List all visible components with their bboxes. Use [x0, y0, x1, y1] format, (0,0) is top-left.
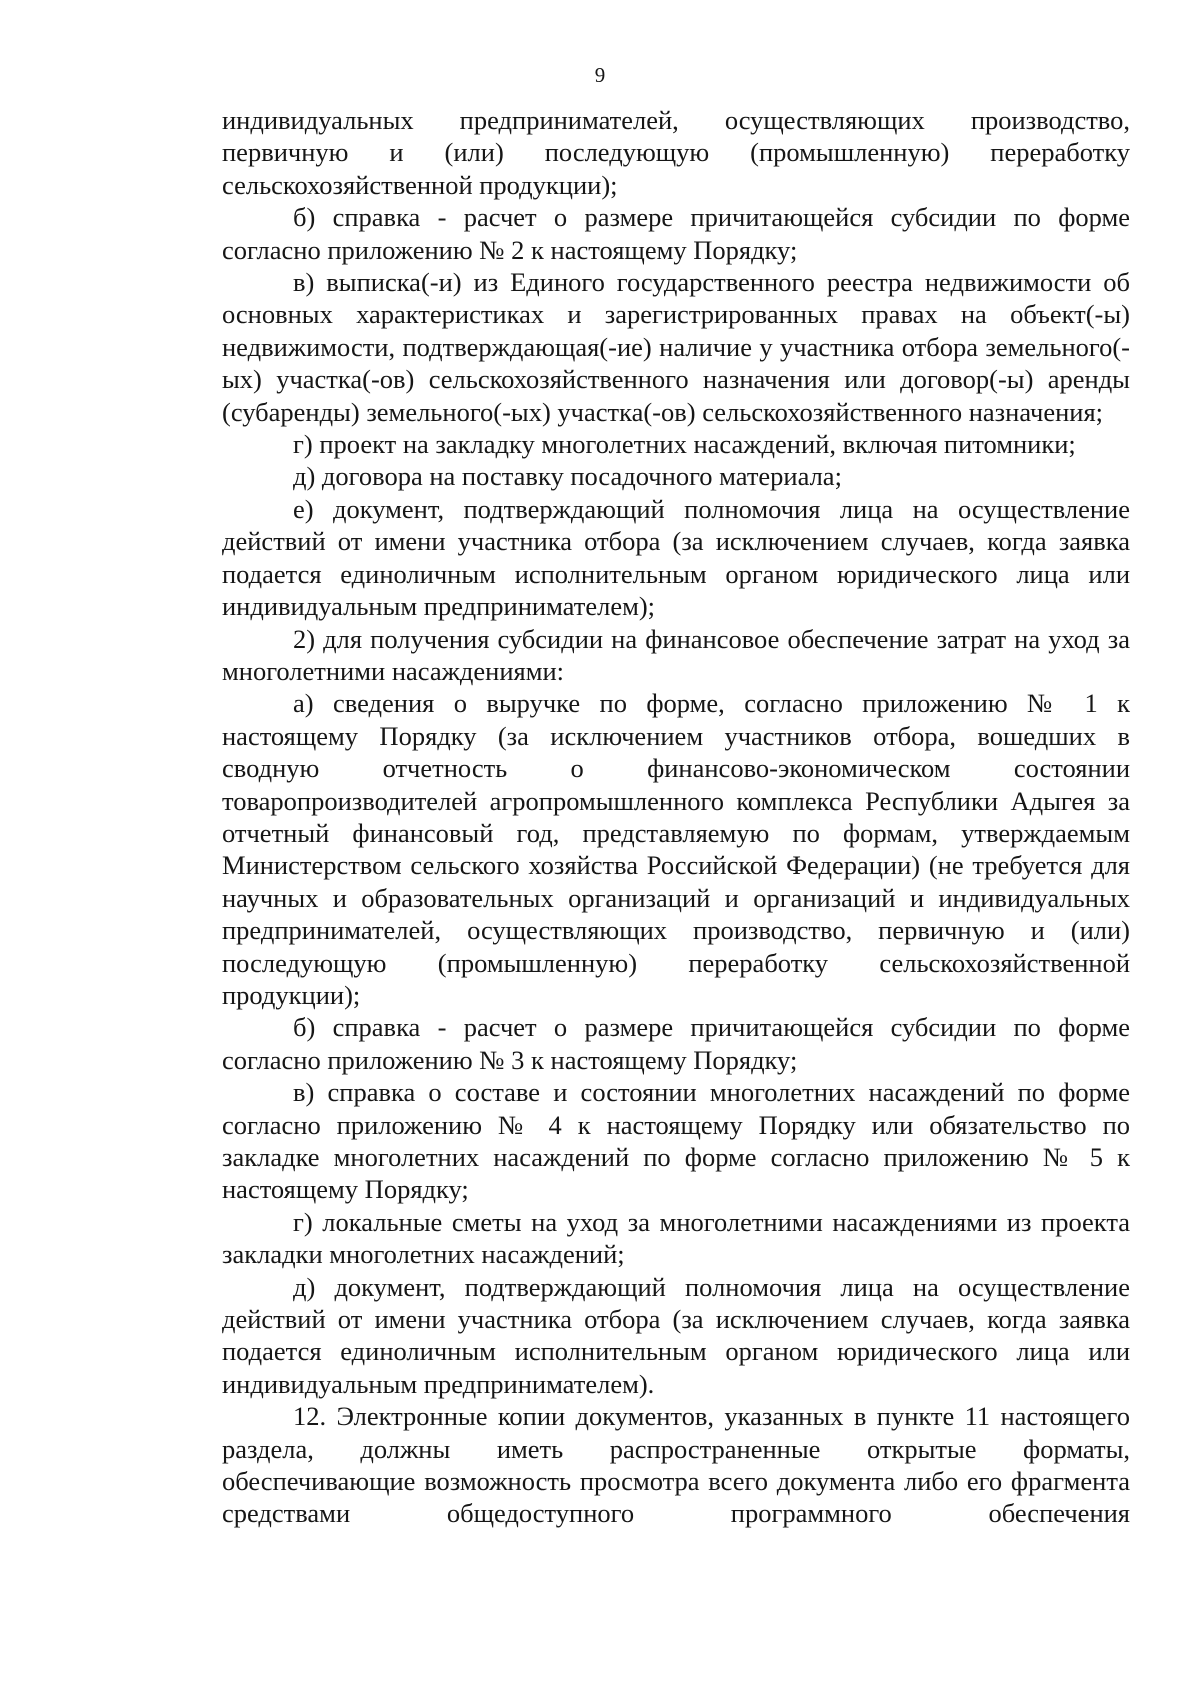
paragraph-section-12: 12. Электронные копии документов, указанных в пункте 11 настоящего раздела, должны иметь распространенные открытые форматы, обеспечивающие возможность просмотра всего документа либо его фрагмента средствами общедоступного программного обеспечения — [222, 1401, 1130, 1529]
paragraph-item-v-1: в) выписка(-и) из Единого государственного реестра недвижимости об основных характеристиках и зарегистрированных правах на объект(-ы) недвижимости, подтверждающая(-ие) наличие у участника отбора земельного(-ых) участка(-ов) сельскохозяйственного назначения или договор(-ы) аренды (субаренды) земельного(-ых) участка(-ов) сельскохозяйственного назначения; — [222, 267, 1130, 427]
paragraph-item-b-2: б) справка - расчет о размере причитающейся субсидии по форме согласно приложению № 3 к настоящему Порядку; — [222, 1012, 1130, 1075]
page-number: 9 — [594, 63, 606, 87]
paragraph-item-a-2: а) сведения о выручке по форме, согласно приложению № 1 к настоящему Порядку (за исключением участников отбора, вошедших в сводную отчетность о финансово-экономическом состоянии товаропроизводителей агропромышленного комплекса Республики Адыгея за отчетный финансовый год, представляемую по формам, утверждаемым Министерством сельского хозяйства Российской Федерации) (не требуется для научных и образовательных организаций и организаций и индивидуальных предпринимателей, осуществляющих производство, первичную и (или) последующую (промышленную) переработку сельскохозяйственной продукции); — [222, 688, 1130, 1010]
paragraph-item-d-2: д) документ, подтверждающий полномочия лица на осуществление действий от имени участника отбора (за исключением случаев, когда заявка подается единоличным исполнительным органом юридического лица или индивидуальным предпринимателем). — [222, 1271, 1130, 1399]
paragraph-item-2: 2) для получения субсидии на финансовое обеспечение затрат на уход за многолетними насаждениями: — [222, 623, 1130, 686]
paragraph-continuation: индивидуальных предпринимателей, осуществляющих производство, первичную и (или) последующую (промышленную) переработку сельскохозяйственной продукции); — [222, 105, 1130, 200]
paragraph-item-g-2: г) локальные сметы на уход за многолетними насаждениями из проекта закладки многолетних насаждений; — [222, 1206, 1130, 1270]
paragraph-item-e-1: е) документ, подтверждающий полномочия лица на осуществление действий от имени участника отбора (за исключением случаев, когда заявка подается единоличным исполнительным органом юридического лица или индивидуальным предпринимателем); — [222, 493, 1130, 622]
paragraph-item-v-2: в) справка о составе и состоянии многолетних насаждений по форме согласно приложению № 4 к настоящему Порядку или обязательство по закладке многолетних насаждений по форме согласно приложению № 5 к настоящему Порядку; — [222, 1077, 1130, 1205]
paragraph-item-g-1: г) проект на закладку многолетних насаждений, включая питомники; — [293, 429, 1076, 460]
paragraph-item-d-1: д) договора на поставку посадочного материала; — [293, 461, 842, 492]
document-body — [222, 104, 1130, 1530]
paragraph-item-b-1: б) справка - расчет о размере причитающейся субсидии по форме согласно приложению № 2 к настоящему Порядку; — [222, 202, 1130, 265]
